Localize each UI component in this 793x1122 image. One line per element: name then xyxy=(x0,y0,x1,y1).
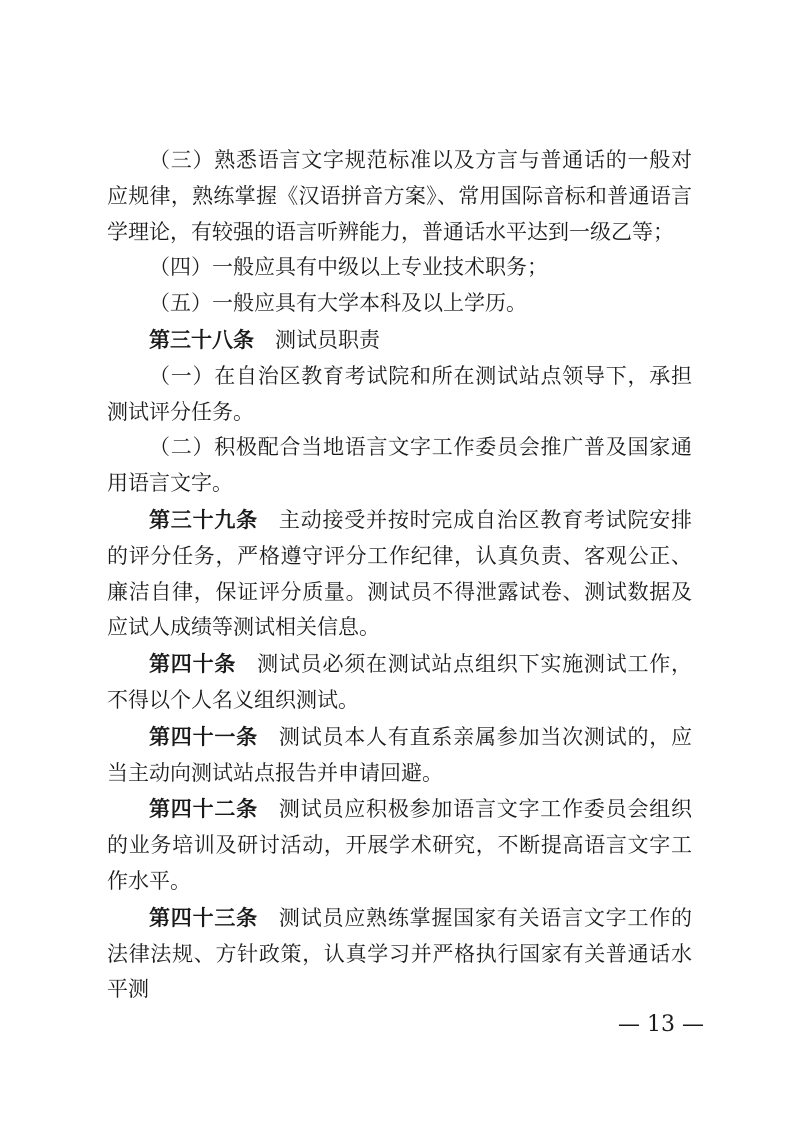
paragraph-item-5-requirement xyxy=(107,286,692,322)
paragraph-text: （三）熟悉语言文字规范标准以及方言与普通话的一般对应规律，熟练掌握《汉语拼音方案》、常用国际音标和普通语言学理论，有较强的语言听辨能力，普通话水平达到一级乙等； xyxy=(107,148,692,244)
article-heading: 第三十八条 xyxy=(149,326,254,352)
article-38 xyxy=(107,322,692,359)
paragraph-item-4-requirement xyxy=(107,250,692,286)
paragraph-text: （二）积极配合当地语言文字工作委员会推广普及国家通用语言文字。 xyxy=(107,435,692,496)
article-heading: 第三十九条 xyxy=(149,506,258,532)
paragraph-text: （一）在自治区教育考试院和所在测试站点领导下，承担测试评分任务。 xyxy=(107,363,692,424)
article-39 xyxy=(107,502,692,646)
page-number: — 13 — xyxy=(618,1012,704,1037)
article-42 xyxy=(107,791,692,899)
article-heading: 第四十三条 xyxy=(149,904,258,930)
article-41 xyxy=(107,719,692,792)
paragraph-duty-2 xyxy=(107,430,692,502)
paragraph-duty-1 xyxy=(107,359,692,431)
paragraph-text: 测试员职责 xyxy=(275,327,380,352)
document-body xyxy=(107,143,692,1008)
paragraph-text: 测试员应熟练掌握国家有关语言文字工作的法律法规、方针政策，认真学习并严格执行国家有关普通话水平测 xyxy=(107,905,693,1002)
article-40 xyxy=(107,646,692,719)
paragraph-text: 主动接受并按时完成自治区教育考试院安排的评分任务，严格遵守评分工作纪律，认真负责、客观公正、廉洁自律，保证评分质量。测试员不得泄露试卷、测试数据及应试人成绩等测试相关信息。 xyxy=(107,507,693,640)
article-heading: 第四十一条 xyxy=(149,723,258,749)
paragraph-item-3-requirement xyxy=(107,143,692,250)
paragraph-text: （四）一般应具有中级以上专业技术职务； xyxy=(149,255,548,280)
paragraph-text: （五）一般应具有大学本科及以上学历。 xyxy=(149,291,527,316)
paragraph-text: 测试员应积极参加语言文字工作委员会组织的业务培训及研讨活动，开展学术研究，不断提高语言文字工作水平。 xyxy=(107,797,693,893)
article-heading: 第四十条 xyxy=(149,651,237,677)
paragraph-text: 测试员本人有直系亲属参加当次测试的，应当主动向测试站点报告并申请回避。 xyxy=(107,724,693,785)
article-43 xyxy=(107,900,692,1008)
article-heading: 第四十二条 xyxy=(149,796,258,822)
paragraph-text: 测试员必须在测试站点组织下实施测试工作，不得以个人名义组织测试。 xyxy=(107,652,693,712)
